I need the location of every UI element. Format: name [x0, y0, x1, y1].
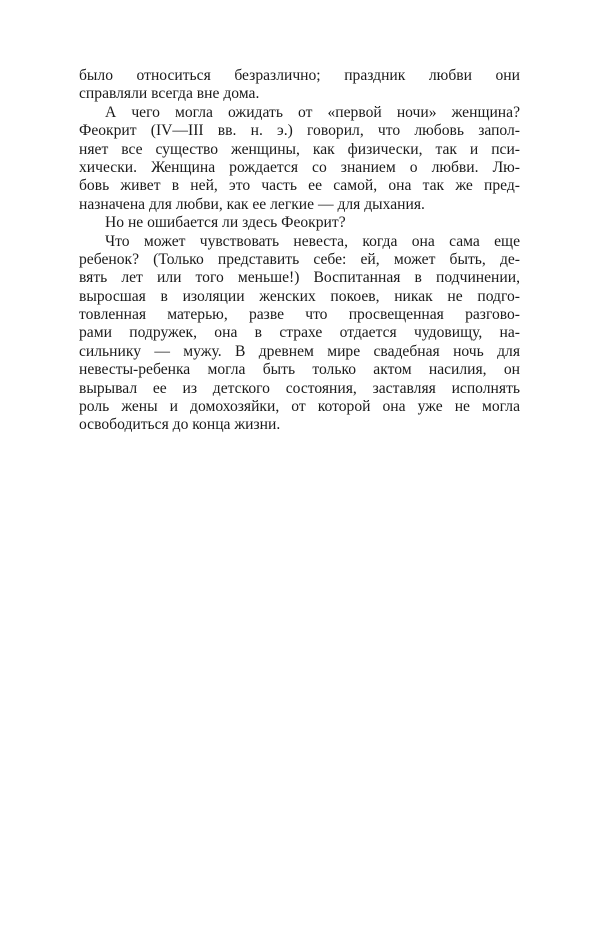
paragraph — [79, 104, 520, 214]
text-line: роль жены и домохозяйки, от которой она уже не могла — [79, 398, 520, 416]
text-line: было относиться безразлично; праздник любви они — [79, 67, 520, 84]
paragraph — [79, 214, 520, 232]
text-line: Что может чувствовать невеста, когда она сама еще — [105, 232, 520, 250]
text-line: А чего могла ожидать от «первой ночи» женщина? — [105, 103, 520, 121]
text-line: назначена для любви, как ее легкие — для дыхания. — [79, 195, 425, 213]
text-line: хически. Женщина рождается со знанием о любви. Лю- — [79, 158, 520, 176]
body-text — [79, 67, 520, 435]
text-line: Но не ошибается ли здесь Феокрит? — [105, 214, 346, 232]
text-line: справляли всегда вне дома. — [79, 85, 260, 103]
text-line: освободиться до конца жизни. — [79, 416, 281, 434]
text-line: Феокрит (IV—III вв. н. э.) говорил, что любовь запол- — [79, 122, 520, 140]
text-line: вырывал ее из детского состояния, заставляя исполнять — [79, 379, 520, 397]
text-line: сильнику — мужу. В древнем мире свадебная ночь для — [79, 342, 520, 360]
paragraph — [79, 67, 520, 104]
text-line: товленная матерью, разве что просвещенная разгово- — [79, 306, 520, 324]
text-line: няет все существо женщины, как физически, так и пси- — [79, 140, 520, 158]
text-line: вять лет или того меньше!) Воспитанная в подчинении, — [79, 269, 520, 287]
text-line: бовь живет в ней, это часть ее самой, она так же пред- — [79, 177, 520, 195]
paragraph — [79, 233, 520, 435]
text-line: ребенок? (Только представить себе: ей, может быть, де- — [79, 250, 520, 268]
text-line: рами подружек, она в страхе отдается чудовищу, на- — [79, 324, 520, 342]
text-line: невесты-ребенка могла быть только актом насилия, он — [79, 361, 520, 379]
text-line: выросшая в изоляции женских покоев, никак не подго- — [79, 287, 520, 305]
